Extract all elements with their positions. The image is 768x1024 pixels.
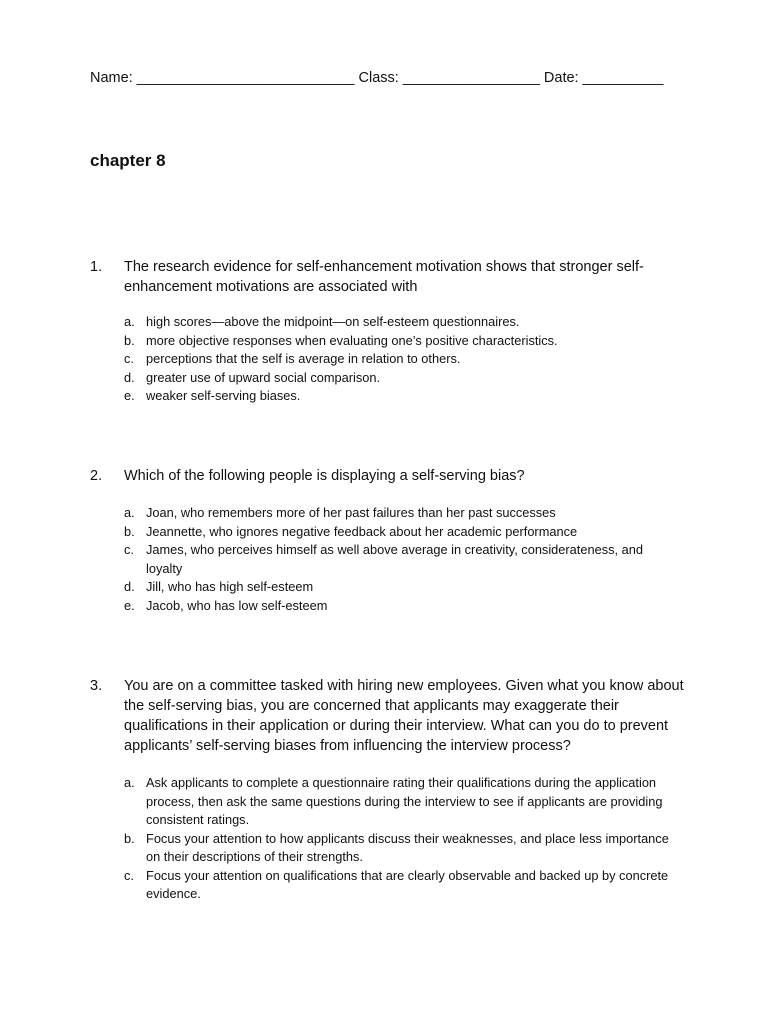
- option-letter: c.: [124, 351, 134, 366]
- option-text: weaker self-serving biases.: [146, 388, 301, 403]
- option-letter: e.: [124, 597, 135, 613]
- option-text: Jill, who has high self-esteem: [146, 579, 314, 594]
- option-letter: b.: [124, 830, 135, 846]
- option-text: Focus your attention to how applicants discuss their weaknesses, and place less importance on their descriptions of their strengths.: [146, 830, 669, 864]
- question-text: Which of the following people is displaying a self-serving bias?: [124, 468, 525, 484]
- option-text: Ask applicants to complete a questionnaire rating their qualifications during the application process, then ask the same questions during the interview to see if applicants are providing consistent ratings.: [146, 775, 663, 827]
- answer-option: [124, 313, 690, 332]
- answer-option: [124, 387, 690, 406]
- question-1: [90, 257, 690, 406]
- option-text: Joan, who remembers more of her past failures than her past successes: [146, 505, 556, 520]
- option-text: perceptions that the self is average in relation to others.: [146, 351, 461, 366]
- question-2: [90, 466, 690, 615]
- question-number: 3.: [90, 678, 103, 694]
- answer-option: [124, 504, 690, 523]
- answer-option: [124, 350, 690, 369]
- option-letter: a.: [124, 505, 135, 520]
- answer-option: [124, 830, 690, 867]
- option-letter: d.: [124, 579, 135, 594]
- option-letter: b.: [124, 523, 135, 539]
- answer-option: [124, 578, 690, 597]
- option-letter: e.: [124, 388, 135, 403]
- answer-options: [124, 313, 690, 406]
- question-text: You are on a committee tasked with hiring new employees. Given what you know about the self-serving bias, you are concerned that applicants may exaggerate their qualifications in their application or during their interview. What can you do to prevent applicants’ self-serving biases from influencing the interview process?: [124, 678, 684, 754]
- answer-option: [124, 867, 690, 904]
- question-text: The research evidence for self-enhancement motivation shows that stronger self-enhancement motivations are associated with: [124, 259, 644, 295]
- option-letter: c.: [124, 542, 134, 557]
- answer-option: [124, 597, 690, 616]
- option-text: James, who perceives himself as well above average in creativity, considerateness, and loyalty: [146, 542, 643, 576]
- option-letter: a.: [124, 314, 135, 329]
- answer-options: [124, 774, 690, 904]
- answer-option: [124, 523, 690, 542]
- option-text: greater use of upward social comparison.: [146, 369, 381, 385]
- option-text: Jacob, who has low self-esteem: [146, 597, 328, 613]
- name-class-date-line: Name: ___________________________ Class: _________________ Date: __________: [90, 70, 664, 86]
- option-letter: b.: [124, 332, 135, 348]
- answer-option: [124, 774, 690, 830]
- option-text: more objective responses when evaluating one’s positive characteristics.: [146, 332, 558, 348]
- option-text: high scores—above the midpoint—on self-esteem questionnaires.: [146, 314, 520, 329]
- answer-option: [124, 541, 690, 578]
- option-letter: a.: [124, 775, 135, 790]
- option-text: Focus your attention on qualifications that are clearly observable and backed up by concrete evidence.: [146, 867, 669, 901]
- answer-option: [124, 332, 690, 351]
- question-number: 2.: [90, 468, 103, 484]
- option-text: Jeannette, who ignores negative feedback about her academic performance: [146, 523, 578, 539]
- answer-option: [124, 369, 690, 388]
- option-letter: c.: [124, 867, 134, 883]
- answer-options: [124, 504, 690, 615]
- option-letter: d.: [124, 369, 135, 385]
- question-3: [90, 676, 690, 904]
- question-number: 1.: [90, 259, 103, 275]
- chapter-title: chapter 8: [90, 151, 166, 170]
